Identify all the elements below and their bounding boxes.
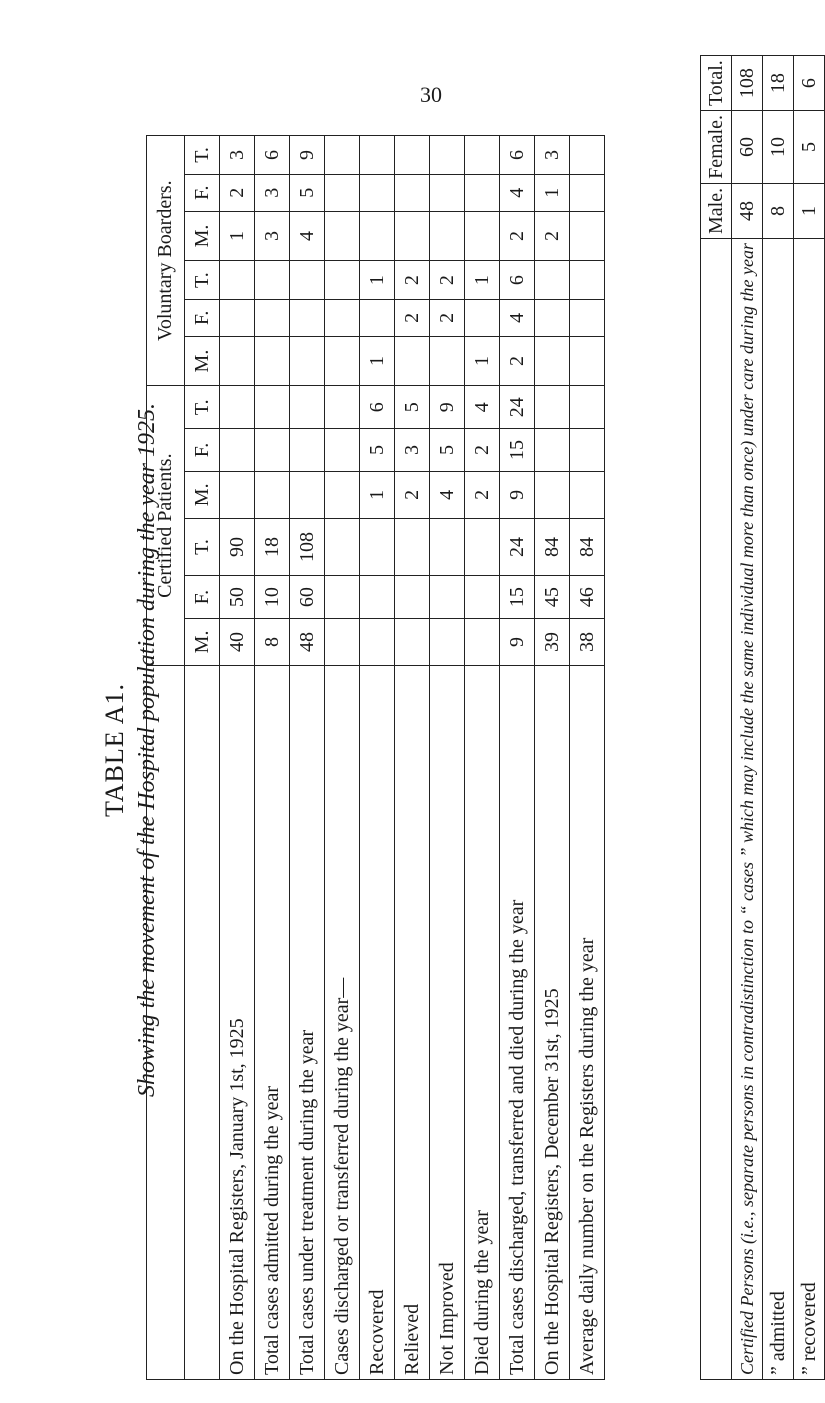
table-cell [535, 261, 570, 300]
table-cell [430, 518, 465, 576]
column-header: F. [185, 576, 220, 619]
movement-table [146, 135, 605, 1380]
table-row [535, 136, 570, 1380]
table-cell [465, 576, 500, 619]
table-cell: 2 [395, 299, 430, 336]
table-cell [570, 299, 605, 336]
table-cell [430, 619, 465, 666]
table-cell [325, 619, 360, 666]
table-cell: 1 [360, 471, 395, 518]
table-cell [360, 576, 395, 619]
summary-cell: 6 [794, 56, 825, 111]
column-header: M. [185, 336, 220, 386]
table-cell [220, 336, 255, 386]
table-cell: 5 [395, 386, 430, 429]
table-cell: 2 [465, 429, 500, 472]
table-row [220, 136, 255, 1380]
group-header-certified: Certified Patients. [147, 386, 185, 666]
table-row [570, 136, 605, 1380]
table-cell: 3 [220, 136, 255, 175]
table-cell [360, 174, 395, 211]
column-header: T. [185, 518, 220, 576]
summary-table [700, 55, 825, 1380]
table-cell [430, 136, 465, 175]
table-cell: 40 [220, 619, 255, 666]
table-cell [430, 576, 465, 619]
table-cell [360, 518, 395, 576]
summary-table-body [732, 56, 825, 1380]
movement-table-body [220, 136, 605, 1380]
table-cell: 15 [500, 576, 535, 619]
page-number: 30 [420, 82, 442, 107]
table-cell [290, 299, 325, 336]
summary-header-female: Female. [701, 111, 732, 184]
table-cell: 4 [500, 174, 535, 211]
table-cell: 50 [220, 576, 255, 619]
row-label: Died during the year [465, 665, 500, 1379]
summary-cell: 60 [732, 111, 763, 184]
table-row [465, 136, 500, 1380]
table-cell [535, 429, 570, 472]
row-label: Cases discharged or transferred during the year— [325, 665, 360, 1379]
table-cell [325, 136, 360, 175]
table-cell [395, 211, 430, 261]
table-cell [535, 336, 570, 386]
table-cell: 1 [465, 261, 500, 300]
table-cell: 46 [570, 576, 605, 619]
table-cell [325, 518, 360, 576]
table-cell [220, 261, 255, 300]
table-cell [290, 471, 325, 518]
table-cell [290, 261, 325, 300]
table-cell [395, 619, 430, 666]
table-cell: 2 [430, 299, 465, 336]
table-cell: 1 [220, 211, 255, 261]
table-cell [325, 576, 360, 619]
table-cell [395, 336, 430, 386]
table-cell [465, 174, 500, 211]
table-cell [325, 429, 360, 472]
table-cell [535, 471, 570, 518]
row-label: Relieved [395, 665, 430, 1379]
table-cell [465, 619, 500, 666]
table-cell [360, 136, 395, 175]
summary-header-male: Male. [701, 183, 732, 238]
table-cell [570, 336, 605, 386]
table-cell [395, 136, 430, 175]
table-subtitle: Showing the movement of the Hospital population during the year 1925. [134, 403, 160, 1097]
summary-row-label: Certified Persons (i.e., separate persons in contradistinction to “ cases ” which may include the same individual more than once) under care during the year [732, 238, 763, 1379]
table-cell [255, 429, 290, 472]
table-cell [570, 429, 605, 472]
table-cell: 38 [570, 619, 605, 666]
group-header-voluntary: Voluntary Boarders. [147, 136, 185, 386]
table-cell: 18 [255, 518, 290, 576]
table-cell [325, 261, 360, 300]
table-cell: 2 [430, 261, 465, 300]
table-cell [465, 299, 500, 336]
table-cell [290, 336, 325, 386]
table-cell: 2 [220, 174, 255, 211]
table-cell [290, 429, 325, 472]
column-header: M. [185, 619, 220, 666]
row-label: Total cases under treatment during the year [290, 665, 325, 1379]
row-label-header [185, 665, 220, 1379]
table-title: TABLE A1. [100, 682, 129, 818]
summary-cell: 10 [763, 111, 794, 184]
column-header: F. [185, 174, 220, 211]
row-label: Not Improved [430, 665, 465, 1379]
summary-row [763, 56, 794, 1380]
table-cell: 1 [535, 174, 570, 211]
table-cell [395, 576, 430, 619]
table-cell [325, 174, 360, 211]
table-cell: 39 [535, 619, 570, 666]
table-row [290, 136, 325, 1380]
table-cell: 84 [535, 518, 570, 576]
table-cell: 10 [255, 576, 290, 619]
table-cell: 5 [360, 429, 395, 472]
table-cell [570, 261, 605, 300]
row-label: Recovered [360, 665, 395, 1379]
column-header: F. [185, 429, 220, 472]
table-cell [255, 299, 290, 336]
column-header: M. [185, 211, 220, 261]
table-cell [535, 299, 570, 336]
table-cell [430, 174, 465, 211]
table-cell: 48 [290, 619, 325, 666]
table-cell: 2 [465, 471, 500, 518]
table-cell [465, 518, 500, 576]
table-cell: 108 [290, 518, 325, 576]
summary-row [732, 56, 763, 1380]
table-cell: 3 [535, 136, 570, 175]
table-cell: 2 [500, 211, 535, 261]
table-cell: 84 [570, 518, 605, 576]
summary-cell: 5 [794, 111, 825, 184]
table-cell [220, 299, 255, 336]
table-cell: 6 [500, 261, 535, 300]
row-label: On the Hospital Registers, January 1st, 1925 [220, 665, 255, 1379]
summary-cell: 108 [732, 56, 763, 111]
table-row [360, 136, 395, 1380]
table-cell [535, 386, 570, 429]
table-cell [570, 174, 605, 211]
table-cell [325, 386, 360, 429]
table-cell [360, 299, 395, 336]
table-cell: 60 [290, 576, 325, 619]
table-cell: 4 [465, 386, 500, 429]
table-cell [325, 471, 360, 518]
table-cell [290, 386, 325, 429]
summary-cell: 8 [763, 183, 794, 238]
table-row [255, 136, 290, 1380]
table-cell [220, 471, 255, 518]
table-row [325, 136, 360, 1380]
summary-row-label: ” admitted [763, 238, 794, 1379]
table-cell [465, 211, 500, 261]
summary-cell: 48 [732, 183, 763, 238]
table-cell: 6 [500, 136, 535, 175]
table-cell: 2 [395, 471, 430, 518]
summary-cell: 1 [794, 183, 825, 238]
table-cell: 24 [500, 386, 535, 429]
table-cell [220, 386, 255, 429]
summary-cell: 18 [763, 56, 794, 111]
table-cell [325, 211, 360, 261]
table-cell: 4 [430, 471, 465, 518]
table-cell: 6 [360, 386, 395, 429]
table-cell [255, 261, 290, 300]
table-cell [570, 211, 605, 261]
table-cell [465, 136, 500, 175]
table-cell: 3 [255, 211, 290, 261]
table-cell: 1 [360, 261, 395, 300]
table-cell: 1 [465, 336, 500, 386]
table-cell: 2 [535, 211, 570, 261]
table-cell: 15 [500, 429, 535, 472]
column-header-row [185, 136, 220, 1380]
column-header: T. [185, 261, 220, 300]
table-cell: 9 [290, 136, 325, 175]
table-cell: 9 [500, 471, 535, 518]
column-header: M. [185, 471, 220, 518]
table-cell [255, 336, 290, 386]
column-header: F. [185, 299, 220, 336]
table-cell: 9 [500, 619, 535, 666]
row-label: On the Hospital Registers, December 31st, 1925 [535, 665, 570, 1379]
table-cell: 5 [290, 174, 325, 211]
table-cell: 2 [395, 261, 430, 300]
summary-row-label: ” recovered [794, 238, 825, 1379]
table-cell [255, 471, 290, 518]
table-cell [255, 386, 290, 429]
table-cell: 3 [255, 174, 290, 211]
table-cell [325, 336, 360, 386]
table-cell: 2 [500, 336, 535, 386]
table-row [430, 136, 465, 1380]
blank-header [147, 665, 185, 1379]
table-cell [430, 336, 465, 386]
table-cell: 6 [255, 136, 290, 175]
row-label: Total cases discharged, transferred and died during the year [500, 665, 535, 1379]
table-cell [430, 211, 465, 261]
table-cell: 90 [220, 518, 255, 576]
table-cell [570, 136, 605, 175]
table-row [395, 136, 430, 1380]
column-header: T. [185, 136, 220, 175]
table-cell: 45 [535, 576, 570, 619]
row-label: Total cases admitted during the year [255, 665, 290, 1379]
table-cell: 4 [290, 211, 325, 261]
table-cell: 4 [500, 299, 535, 336]
table-cell [570, 386, 605, 429]
table-cell: 3 [395, 429, 430, 472]
summary-header-total: Total. [701, 56, 732, 111]
table-cell: 5 [430, 429, 465, 472]
table-cell [570, 471, 605, 518]
summary-row [794, 56, 825, 1380]
table-cell [325, 299, 360, 336]
table-row [500, 136, 535, 1380]
summary-blank-header [701, 238, 732, 1379]
table-cell: 9 [430, 386, 465, 429]
table-cell: 24 [500, 518, 535, 576]
table-cell [220, 429, 255, 472]
row-label: Average daily number on the Registers during the year [570, 665, 605, 1379]
table-cell [360, 619, 395, 666]
table-cell: 1 [360, 336, 395, 386]
column-header: T. [185, 386, 220, 429]
table-cell [395, 518, 430, 576]
table-cell: 8 [255, 619, 290, 666]
table-cell [360, 211, 395, 261]
table-cell [395, 174, 430, 211]
